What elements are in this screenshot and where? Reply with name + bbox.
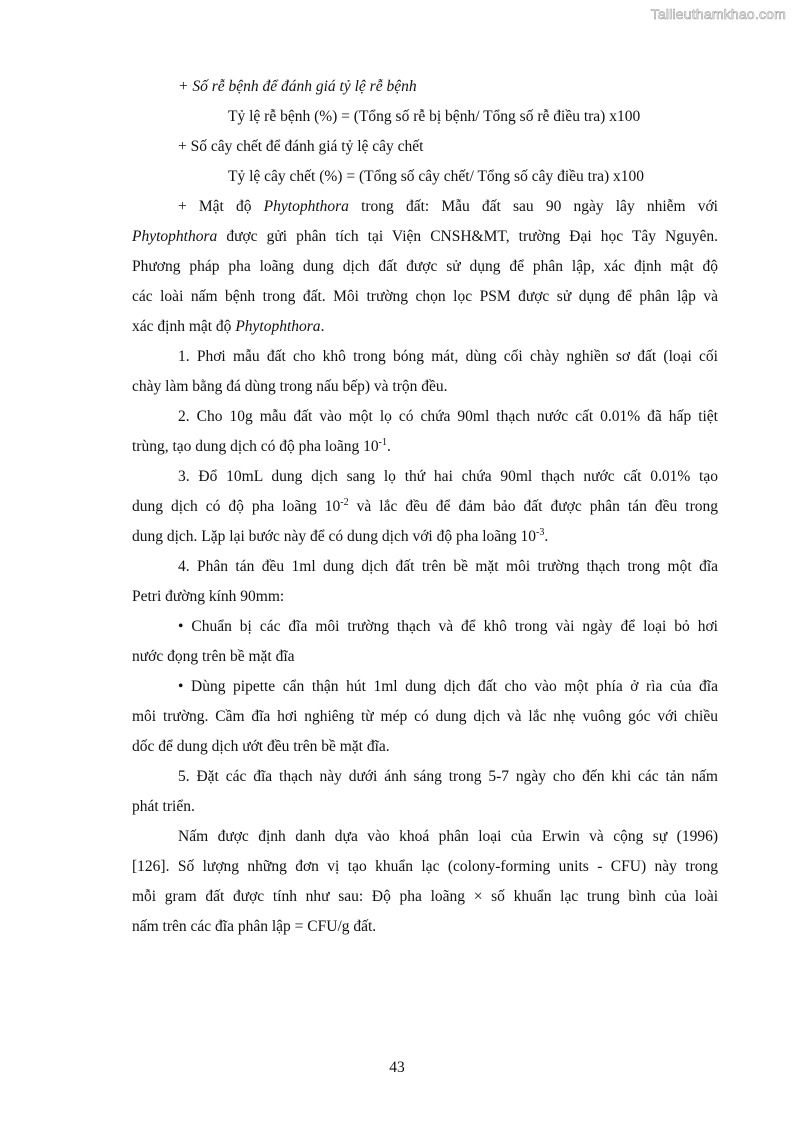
step-3-line-1: 3. Đổ 10mL dung dịch sang lọ thứ hai chứa 90ml thạch nước cất 0.01% tạo <box>178 468 718 485</box>
step-4-line-1: 4. Phân tán đều 1ml dung dịch đất trên bề mặt môi trường thạch trong một đĩa <box>178 558 718 575</box>
step-4-bullet-2-line-3: dốc để dung dịch ướt đều trên bề mặt đĩa. <box>132 738 390 755</box>
final-line-1: Nấm được định danh dựa vào khoá phân loại của Erwin và cộng sự (1996) <box>178 828 718 845</box>
density-line-3: Phương pháp pha loãng dung dịch đất được sử dụng để phân lập, xác định mật độ <box>132 258 718 275</box>
final-line-2: [126]. Số lượng những đơn vị tạo khuẩn lạc (colony-forming units - CFU) này trong <box>132 858 718 875</box>
step-2-line-1: 2. Cho 10g mẫu đất vào một lọ có chứa 90ml thạch nước cất 0.01% đã hấp tiệt <box>178 408 718 425</box>
formula-dead-tree-rate: Tỷ lệ cây chết (%) = (Tổng số cây chết/ Tổng số cây điều tra) x100 <box>228 168 645 185</box>
item-root-count: + Số rễ bệnh để đánh giá tỷ lệ rễ bệnh <box>178 78 417 95</box>
step-1-line-2: chày làm bằng đá dùng trong nấu bếp) và trộn đều. <box>132 378 448 395</box>
step-2-line-2: trùng, tạo dung dịch có độ pha loãng $10^{-1}$. <box>132 436 391 455</box>
item-dead-tree-count: + Số cây chết để đánh giá tỷ lệ cây chết <box>178 138 424 155</box>
watermark: Tailieuthamkhao.com <box>650 6 786 22</box>
step-1-line-1: 1. Phơi mẫu đất cho khô trong bóng mát, dùng cối chày nghiền sơ đất (loại cối <box>178 348 718 365</box>
density-line-5: xác định mật độ Phytophthora. <box>132 318 325 335</box>
step-4-bullet-1-line-1: • Chuẩn bị các đĩa môi trường thạch và để khô trong vài ngày để loại bỏ hơi <box>178 618 718 635</box>
formula-root-disease-rate: Tỷ lệ rễ bệnh (%) = (Tổng số rễ bị bệnh/ Tổng số rễ điều tra) x100 <box>228 108 641 125</box>
page-number: 43 <box>389 1059 405 1076</box>
step-4-bullet-2-line-2: môi trường. Cầm đĩa hơi nghiêng từ mép có dung dịch và lắc nhẹ vuông góc với chiều <box>132 708 718 725</box>
step-4-line-2: Petri đường kính 90mm: <box>132 588 285 605</box>
step-4-bullet-1-line-2: nước đọng trên bề mặt đĩa <box>132 648 295 665</box>
final-line-3: mỗi gram đất được tính như sau: Độ pha loãng × số khuẩn lạc trung bình của loài <box>132 888 718 905</box>
density-line-1: + Mật độ Phytophthora trong đất: Mẫu đất sau 90 ngày lây nhiễm với <box>178 198 718 215</box>
step-3-line-3: dung dịch. Lặp lại bước này để có dung dịch với độ pha loãng $10^{-3}$. <box>132 526 549 545</box>
step-5-line-2: phát triển. <box>132 798 195 815</box>
step-3-line-2: dung dịch có độ pha loãng $10^{-2}$ và lắc đều để đảm bảo đất được phân tán đều trong <box>132 496 718 515</box>
step-4-bullet-2-line-1: • Dùng pipette cẩn thận hút 1ml dung dịch đất cho vào một phía ở rìa của đĩa <box>178 678 718 695</box>
final-line-4: nấm trên các đĩa phân lập = CFU/g đất. <box>132 918 377 935</box>
density-line-4: các loài nấm bệnh trong đất. Môi trường chọn lọc PSM được sử dụng để phân lập và <box>132 288 718 305</box>
step-5-line-1: 5. Đặt các đĩa thạch này dưới ánh sáng trong 5-7 ngày cho đến khi các tản nấm <box>178 768 718 785</box>
density-line-2: Phytophthora được gửi phân tích tại Viện CNSH&MT, trường Đại học Tây Nguyên. <box>132 228 718 245</box>
